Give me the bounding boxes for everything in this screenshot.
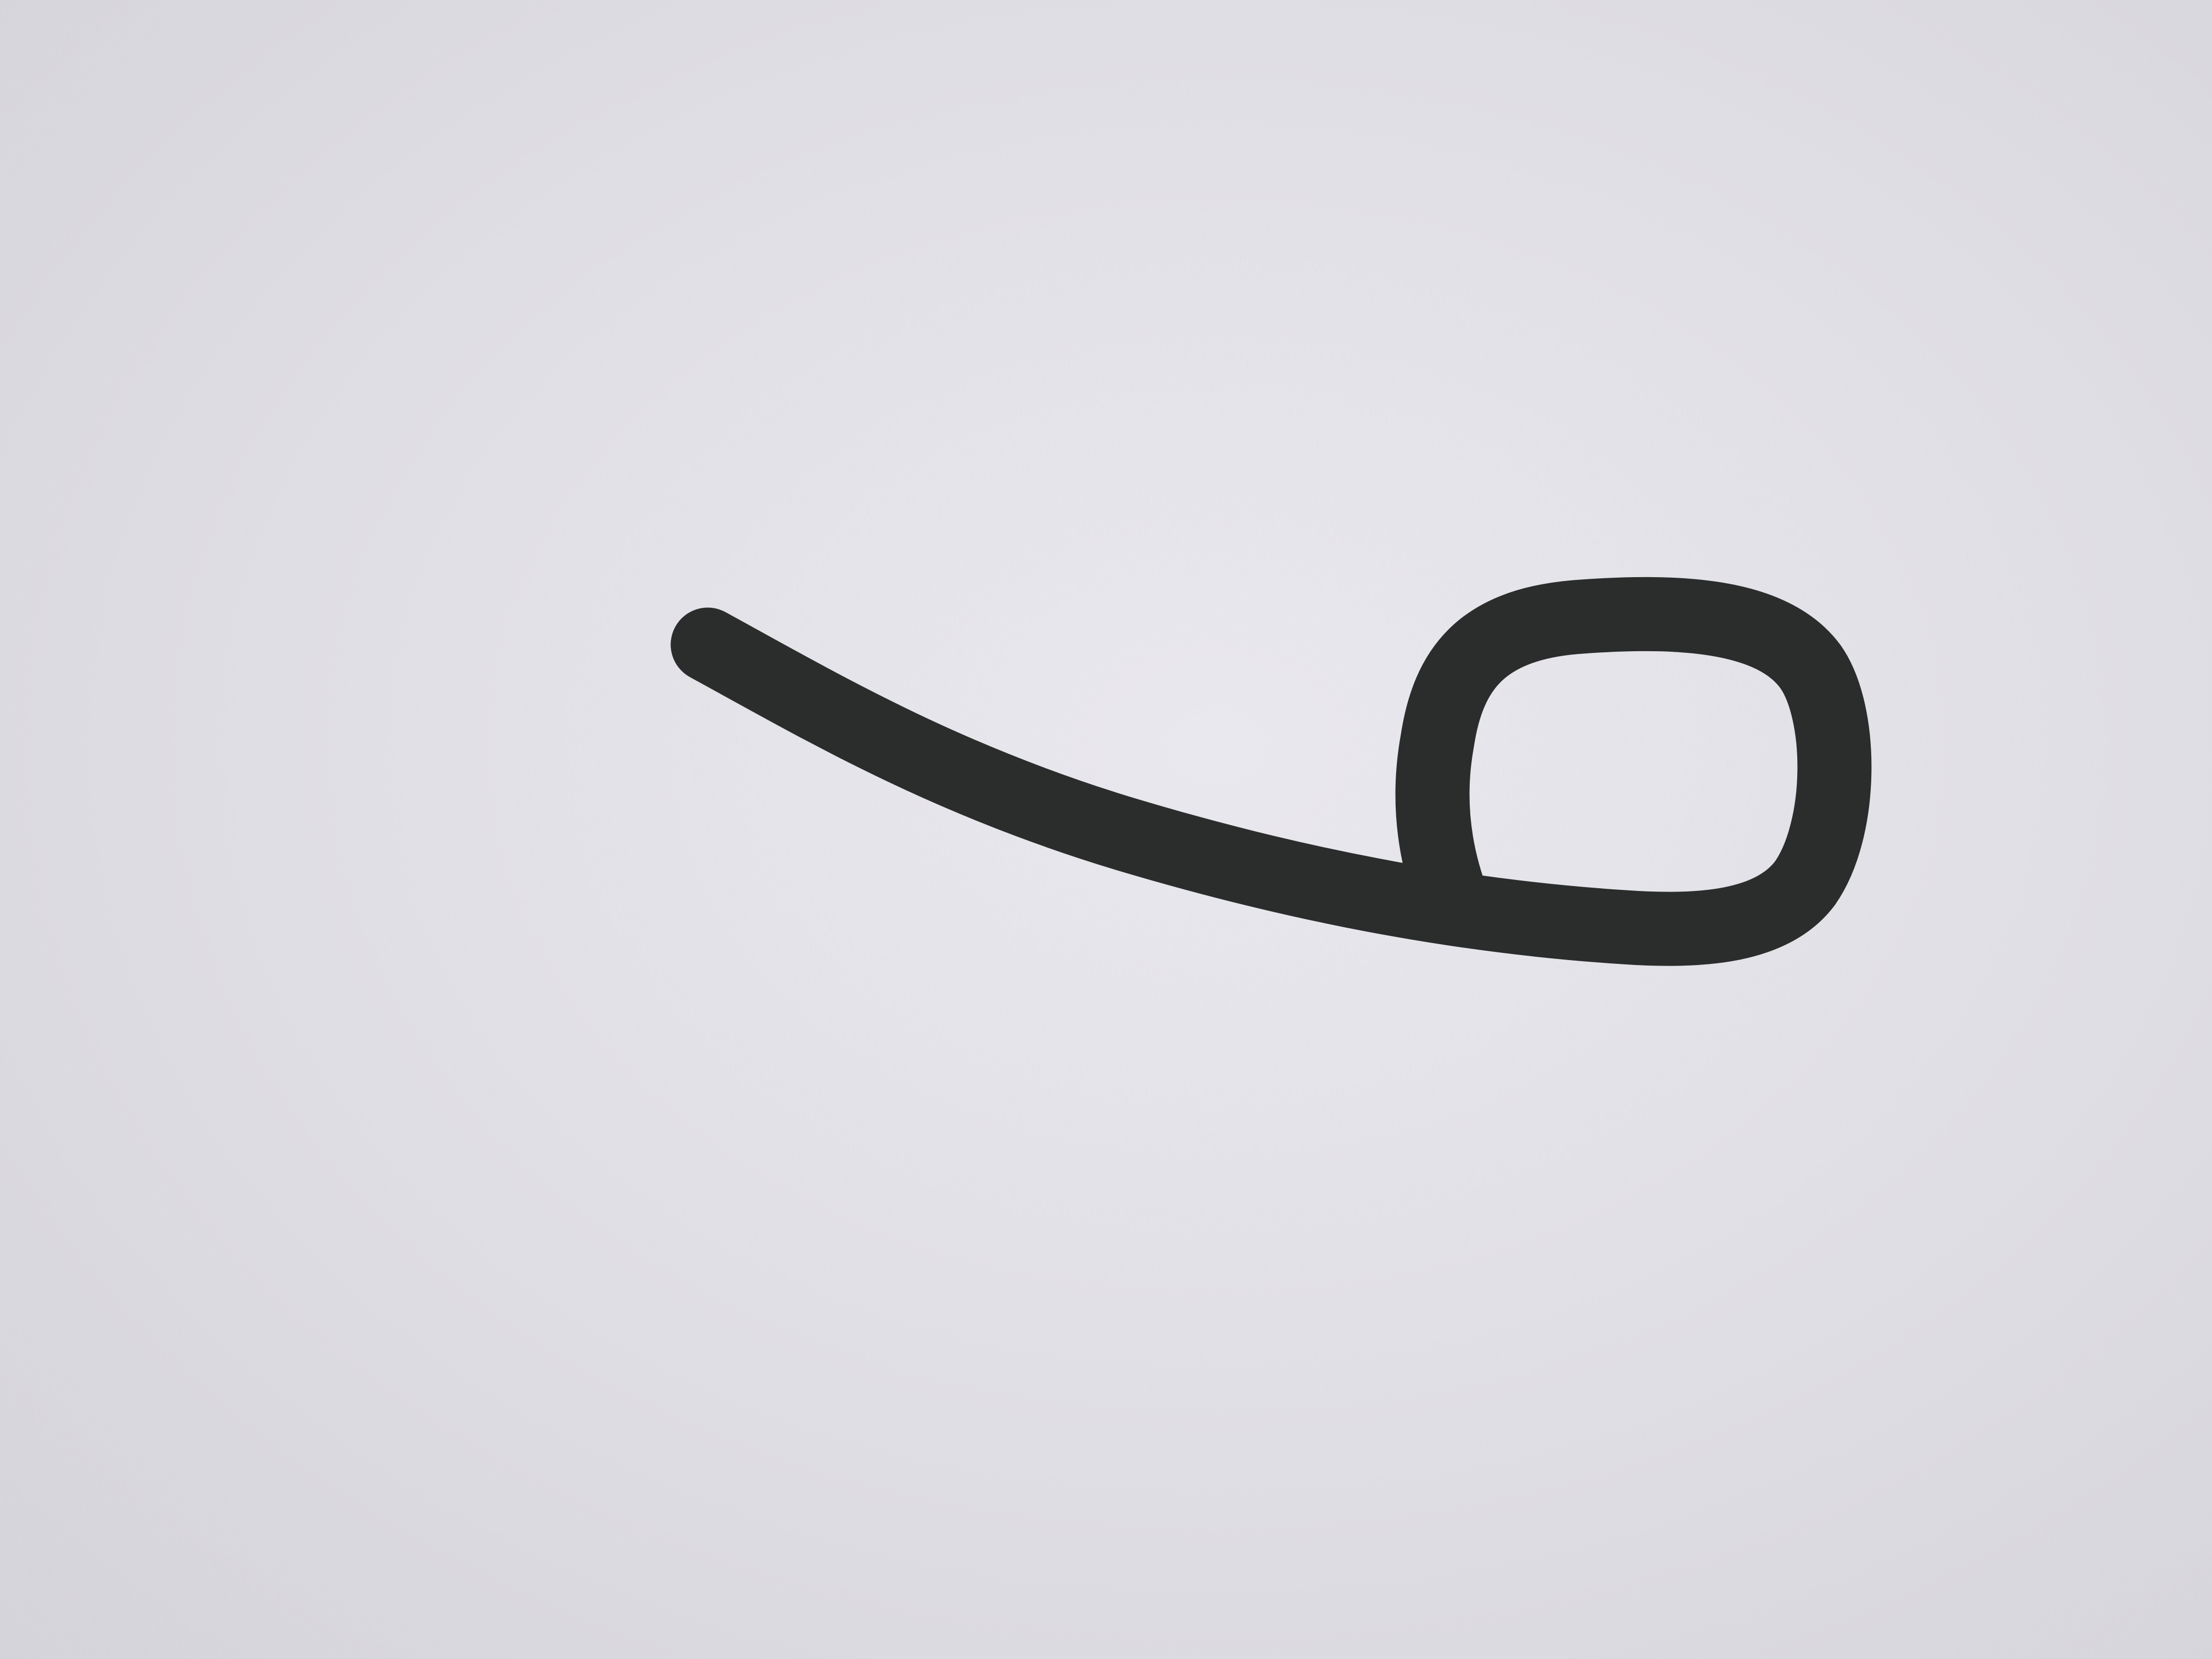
ink-stroke-path: [708, 614, 1835, 929]
